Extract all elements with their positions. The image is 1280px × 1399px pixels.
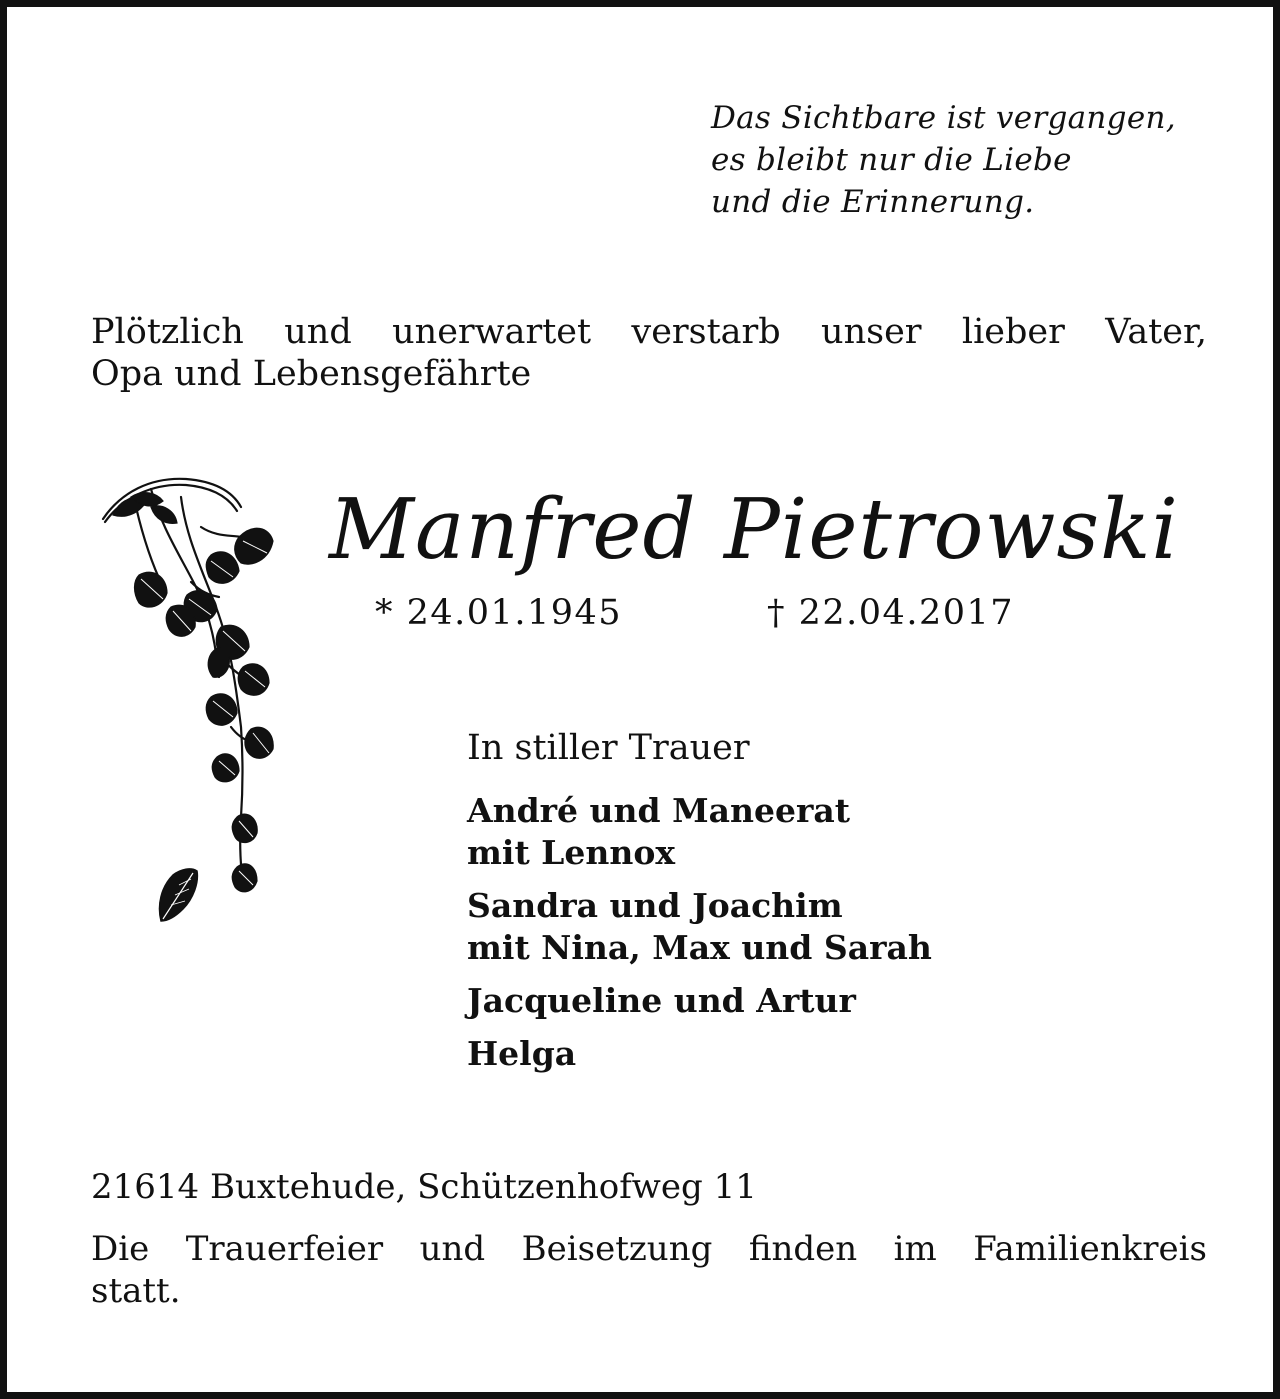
ceremony-word: und [419,1229,486,1269]
ceremony-line-1 [91,1228,1207,1270]
mourner-line: mit Nina, Max und Sarah [467,928,932,967]
intro-line-2: Opa und Lebensgefährte [91,354,532,394]
address: 21614 Buxtehude, Schützenhofweg 11 [91,1167,757,1207]
mourner-line: Jacqueline und Artur [467,981,856,1020]
mourning-label: In stiller Trauer [467,728,750,768]
deceased-name: Manfred Pietrowski [329,481,1179,578]
ceremony-word: Beisetzung [521,1229,713,1269]
intro-word: verstarb [631,312,781,352]
ceremony-line-2: statt. [91,1271,181,1311]
mourners-list [467,790,932,1086]
quote-line-1: Das Sichtbare ist vergangen, [711,100,1176,136]
mourner-group [467,980,932,1022]
mourner-line: mit Lennox [467,833,676,872]
quote-line-2: es bleibt nur die Liebe [711,142,1072,178]
intro-word: unerwartet [392,312,592,352]
ceremony-word: im [893,1229,937,1269]
ceremony-word: Trauerfeier [185,1229,384,1269]
ceremony-word: finden [748,1229,858,1269]
mourner-line: Helga [467,1034,577,1073]
intro-word: und [284,312,352,352]
quote-line-3: und die Erinnerung. [711,184,1035,220]
intro-word: unser [821,312,922,352]
ceremony-note [91,1228,1207,1312]
falling-leaf-icon [155,865,201,925]
ceremony-word: Die [91,1229,150,1269]
mourner-line: André und Maneerat [467,791,850,830]
mourner-group [467,885,932,969]
intro-word: Plötzlich [91,312,244,352]
intro-text [91,311,1207,395]
intro-word: Vater, [1105,312,1207,352]
ceremony-word: Familienkreis [973,1229,1207,1269]
intro-word: lieber [961,312,1065,352]
memorial-quote [711,97,1176,223]
birth-date: * 24.01.1945 [375,593,623,633]
mourner-line: Sandra und Joachim [467,886,843,925]
intro-line-1 [91,311,1207,353]
death-date: † 22.04.2017 [767,593,1015,633]
mourner-group [467,1033,932,1075]
mourner-group [467,790,932,874]
